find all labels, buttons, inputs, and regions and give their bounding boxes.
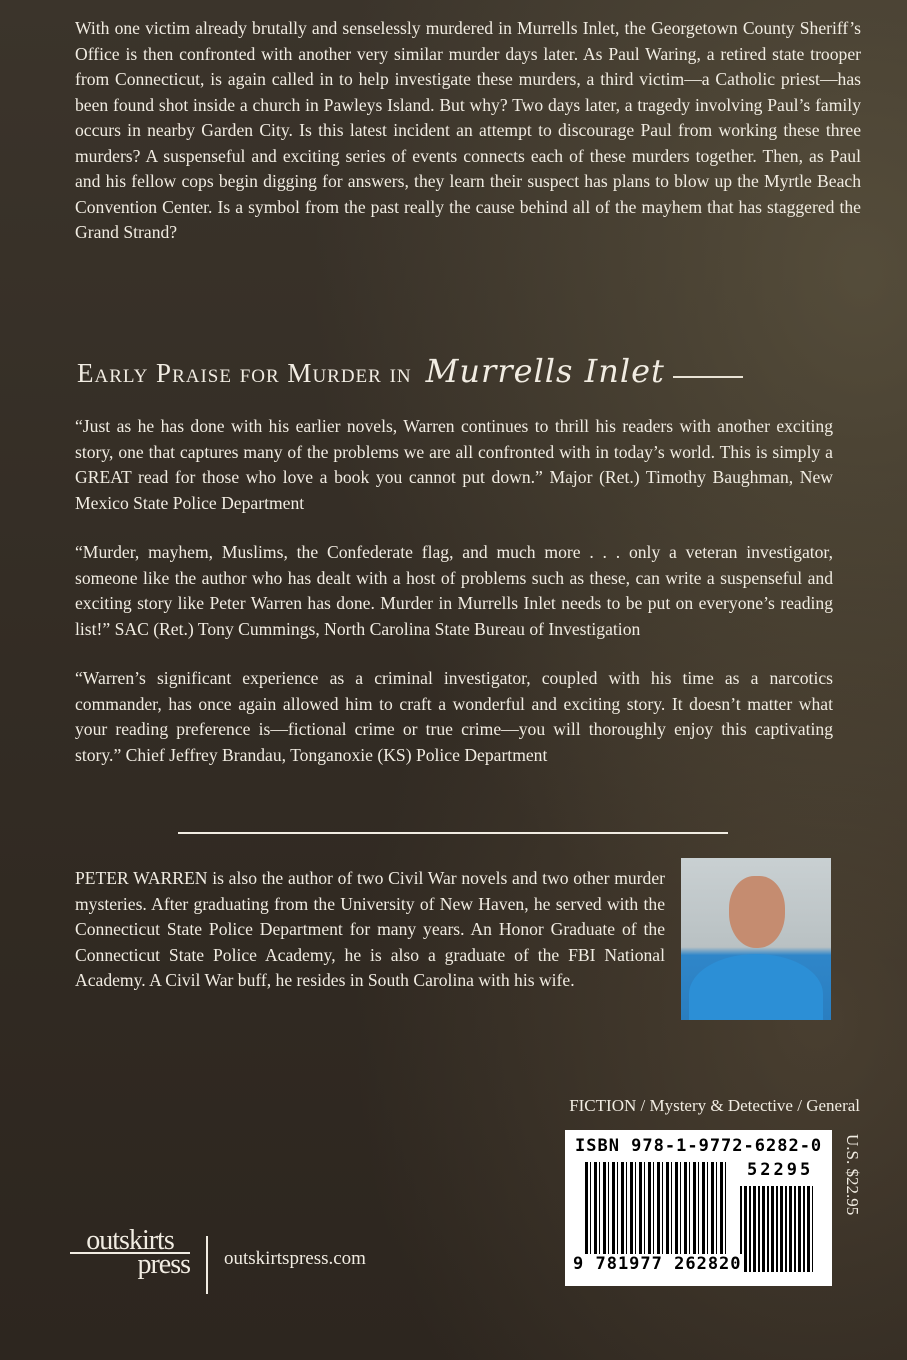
price-code: 52295: [747, 1160, 814, 1180]
price-barcode-bars: [740, 1186, 813, 1272]
ean-number: 9 781977 262820: [573, 1254, 742, 1274]
praise-quote: “Just as he has done with his earlier novels, Warren continues to thrill his readers with another exciting story, one that captures many of the problems we are all confronted with in today’s world. This is simply a GREAT read for those who love a book you cannot put down.” Major (Ret.) Timothy Baughman, New Mexico State Police Department: [75, 416, 833, 513]
praise-heading-script: Murrells Inlet: [425, 352, 665, 390]
author-bio: PETER WARREN is also the author of two Civil War novels and two other murder mysteries. After graduating from the University of New Haven, he served with the Connecticut State Police Department for many years. An Honor Graduate of the Connecticut State Police Academy, he is also a graduate of the FBI National Academy. A Civil War buff, he resides in South Carolina with his wife.: [75, 868, 665, 990]
barcode-bars: [585, 1162, 727, 1256]
praise-quote: “Warren’s significant experience as a criminal investigator, coupled with his time as a narcotics commander, has once again allowed him to craft a wonderful and exciting story. It doesn’t matter what your reading preference is—fictional crime or true crime—you will thoroughly enjoy this captivating story.” Chief Jeffrey Brandau, Tonganoxie (KS) Police Department: [75, 668, 833, 765]
book-blurb: With one victim already brutally and senselessly murdered in Murrells Inlet, the Georgetown County Sheriff’s Office is then confronted with another very similar murder days later. As Paul Waring, a retired state trooper from Connecticut, is again called in to help investigate these murders, a third victim—a Catholic priest—has been found shot inside a church in Pawleys Island. But why? Two days later, a tragedy involving Paul’s family occurs in nearby Garden City. Is this latest incident an attempt to discourage Paul from working these three murders? A suspenseful and exciting series of events connects each of these murders together. Then, as Paul and his fellow cops begin digging for answers, they learn their suspect has plans to blow up the Myrtle Beach Convention Center. Is a symbol from the past really the cause behind all of the mayhem that has staggered the Grand Strand?: [75, 18, 861, 242]
author-photo: [681, 858, 831, 1020]
isbn-text: ISBN 978-1-9772-6282-0: [575, 1136, 823, 1156]
praise-heading-caps: Early Praise for Murder in: [77, 358, 412, 388]
genre-label: FICTION / Mystery & Detective / General: [569, 1096, 860, 1115]
praise-quote: “Murder, mayhem, Muslims, the Confederate flag, and much more . . . only a veteran investigator, someone like the author who has dealt with a host of problems such as these, can write a suspenseful and exciting story like Peter Warren has done. Murder in Murrells Inlet needs to be put on everyone’s reading list!” SAC (Ret.) Tony Cummings, North Carolina State Bureau of Investigation: [75, 542, 833, 639]
divider: [178, 832, 728, 834]
logo-divider: [206, 1236, 208, 1294]
price-label: U.S. $22.95: [843, 1134, 862, 1216]
praise-heading: [77, 352, 743, 390]
isbn-barcode: [565, 1130, 832, 1286]
swash-decoration: [673, 376, 743, 378]
publisher-url: outskirtspress.com: [224, 1248, 366, 1269]
publisher-logo: outskirts press: [70, 1230, 190, 1277]
